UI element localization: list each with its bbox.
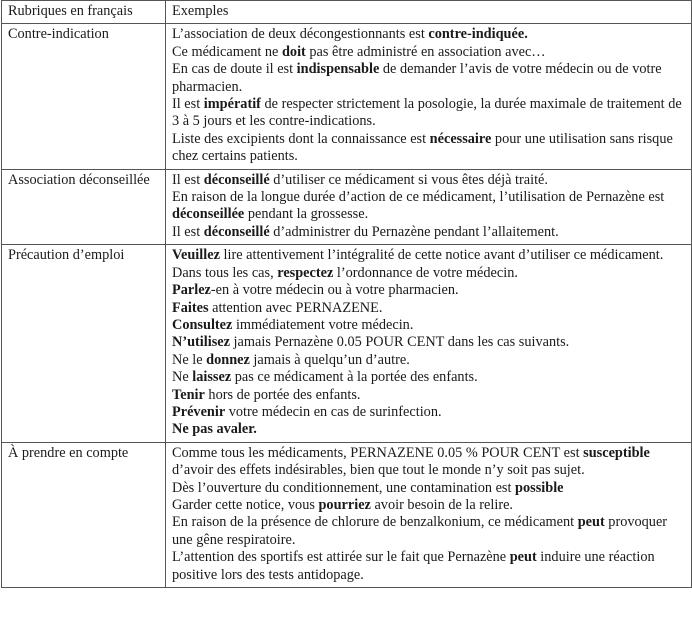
example-line [172, 352, 685, 369]
examples-cell [166, 169, 692, 245]
emphasized-term: Tenir [172, 386, 205, 403]
example-line [172, 44, 685, 61]
emphasized-term: déconseillé [203, 223, 270, 240]
example-text: d’administrer du Pernazène pendant l’allaitement. [269, 223, 559, 240]
rubric-cell: Association déconseillée [2, 169, 166, 245]
example-text: Comme tous les médicaments, PERNAZENE 0.05 % POUR CENT est [172, 444, 584, 461]
example-line [172, 369, 685, 386]
emphasized-term: susceptible [583, 444, 650, 461]
example-text: Il est [172, 223, 204, 240]
example-line [172, 189, 685, 224]
examples-cell [166, 442, 692, 587]
example-text: -en à votre médecin ou à votre pharmacien. [210, 282, 459, 299]
example-text: attention avec PERNAZENE. [208, 299, 383, 316]
example-text: En cas de doute il est [172, 61, 297, 78]
table-header-row [2, 1, 692, 24]
example-line [172, 131, 685, 166]
example-text: immédiatement votre médecin. [232, 316, 414, 333]
emphasized-term: impératif [203, 96, 261, 113]
emphasized-term: possible [515, 479, 564, 496]
example-line [172, 224, 685, 241]
example-text: avoir besoin de la relire. [370, 496, 514, 513]
example-text: L’association de deux décongestionnants est [172, 26, 429, 43]
emphasized-term: pourriez [318, 496, 371, 513]
emphasized-term: doit [281, 43, 306, 60]
example-text: Dans tous les cas, [172, 264, 278, 281]
example-line [172, 26, 685, 43]
header-rubriques: Rubriques en français [2, 1, 166, 24]
table-row [2, 442, 692, 587]
emphasized-term: peut [577, 514, 605, 531]
example-text: Ce médicament ne [172, 43, 282, 60]
example-text: Ne le [172, 351, 207, 368]
example-text: l’ordonnance de votre médecin. [333, 264, 518, 281]
examples-cell [166, 24, 692, 169]
example-line [172, 549, 685, 584]
emphasized-term: donnez [206, 351, 250, 368]
emphasized-term: Faites [172, 299, 209, 316]
example-line [172, 387, 685, 404]
example-line [172, 404, 685, 421]
example-text: Il est [172, 96, 204, 113]
example-line [172, 317, 685, 334]
example-text: Garder cette notice, vous [172, 496, 319, 513]
example-text: Il est [172, 171, 204, 188]
emphasized-term: nécessaire [429, 130, 492, 147]
example-text: En raison de la longue durée d’action de ce médicament, l’utilisation de Pernazène est [172, 189, 665, 206]
example-line [172, 265, 685, 282]
emphasized-term: déconseillée [172, 206, 245, 223]
emphasized-term: Parlez [172, 282, 211, 299]
header-exemples: Exemples [166, 1, 692, 24]
example-line [172, 514, 685, 549]
emphasized-term: peut [509, 549, 537, 566]
examples-cell [166, 245, 692, 442]
example-line [172, 300, 685, 317]
example-text: jamais Pernazène 0.05 POUR CENT dans les cas suivants. [229, 334, 570, 351]
table-row [2, 169, 692, 245]
example-text: lire attentivement l’intégralité de cette notice avant d’utiliser ce médicament. [219, 247, 664, 264]
example-text: Dès l’ouverture du conditionnement, une contamination est [172, 479, 516, 496]
example-text: En raison de la présence de chlorure de benzalkonium, ce médicament [172, 514, 578, 531]
example-text: d’utiliser ce médicament si vous êtes déjà traité. [269, 171, 548, 188]
emphasized-term: contre-indiquée. [428, 26, 528, 43]
emphasized-term: N’utilisez [172, 334, 230, 351]
example-text: d’avoir des effets indésirables, bien que tout le monde n’y soit pas sujet. [172, 462, 585, 479]
emphasized-term: Veuillez [172, 247, 220, 264]
table-row [2, 245, 692, 442]
example-text: pendant la grossesse. [244, 206, 369, 223]
example-text: induire une réaction positive lors des tests antidopage. [172, 549, 655, 583]
example-line [172, 421, 685, 438]
example-line [172, 96, 685, 131]
example-text: de respecter strictement la posologie, la durée maximale de traitement de 3 à 5 jours et les contre-indications. [172, 96, 682, 130]
example-text: pas ce médicament à la portée des enfants. [231, 369, 478, 386]
emphasized-term: respectez [277, 264, 334, 281]
example-line [172, 282, 685, 299]
emphasized-term: déconseillé [203, 171, 270, 188]
example-text: Liste des excipients dont la connaissance est [172, 130, 430, 147]
example-text: Ne [172, 369, 193, 386]
rubric-cell: Contre-indication [2, 24, 166, 169]
example-text: de demander l’avis de votre médecin ou de votre pharmacien. [172, 61, 662, 95]
example-text: pour une utilisation sans risque chez certains patients. [172, 130, 673, 165]
rubrics-table [1, 0, 692, 588]
example-line [172, 172, 685, 189]
example-text: votre médecin en cas de surinfection. [225, 403, 442, 420]
example-text: hors de portée des enfants. [204, 386, 361, 403]
example-line [172, 61, 685, 96]
rubric-cell: Précaution d’emploi [2, 245, 166, 442]
emphasized-term: Prévenir [172, 403, 226, 420]
example-line [172, 497, 685, 514]
emphasized-term: Consultez [172, 316, 233, 333]
example-line [172, 480, 685, 497]
example-text: L’attention des sportifs est attirée sur le fait que Pernazène [172, 549, 510, 566]
example-text: pas être administré en association avec… [305, 43, 546, 60]
example-line [172, 334, 685, 351]
rubric-cell: À prendre en compte [2, 442, 166, 587]
table-row [2, 24, 692, 169]
example-line [172, 247, 685, 264]
example-text: provoquer une gêne respiratoire. [172, 514, 668, 548]
emphasized-term: Ne pas avaler. [172, 421, 257, 438]
emphasized-term: indispensable [296, 61, 380, 78]
example-text: jamais à quelqu’un d’autre. [249, 351, 410, 368]
emphasized-term: laissez [192, 369, 232, 386]
example-line [172, 445, 685, 480]
